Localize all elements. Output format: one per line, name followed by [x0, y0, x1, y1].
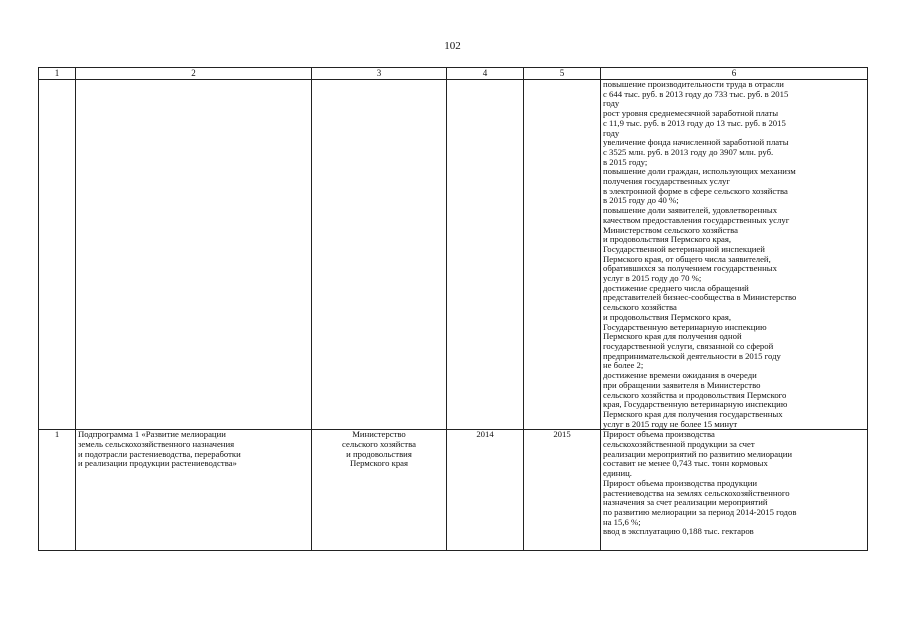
header-cell-5: 5 — [524, 68, 601, 80]
text-line: не более 2; — [603, 360, 644, 371]
row1-col3 — [312, 80, 447, 430]
program-table — [38, 67, 868, 551]
row2-end-year: 2015 — [524, 430, 601, 551]
text-line: Прирост объема производства — [603, 429, 715, 440]
page-number: 102 — [444, 40, 461, 52]
row1-col6-results — [601, 80, 868, 430]
row2-executor — [312, 430, 447, 551]
text-line: земель сельскохозяйственного назначения — [78, 439, 235, 450]
text-line: повышение доли граждан, использующих механизм — [603, 166, 796, 177]
text-line: получения государственных услуг — [603, 176, 730, 187]
text-line: государственной услуги, связанной со сферой — [603, 340, 774, 351]
text-line: и продовольствия — [346, 448, 412, 459]
text-line: и реализации продукции растениеводства» — [78, 458, 237, 469]
text-line: году — [603, 127, 620, 138]
text-line: назначения за счет реализации мероприятий — [603, 497, 768, 508]
text-line: сельскохозяйственной продукции за счет — [603, 439, 755, 450]
text-line: и продовольствия Пермского края, — [603, 311, 732, 322]
row1-col5 — [524, 80, 601, 430]
text-line: составит не менее 0,743 тыс. тонн кормовых — [603, 458, 768, 469]
text-line: с 644 тыс. руб. в 2013 году до 733 тыс. руб. в 2015 — [603, 88, 789, 99]
text-line: края, Государственную ветеринарную инспекцию — [603, 399, 788, 410]
row2-start-year: 2014 — [447, 430, 524, 551]
text-line: повышение доли заявителей, удовлетворенных — [603, 205, 778, 216]
text-line: достижение среднего числа обращений — [603, 282, 749, 293]
text-line: Пермского края для получения государственных — [603, 408, 783, 419]
text-line: повышение производительности труда в отрасли — [603, 79, 784, 89]
row2-results — [601, 430, 868, 551]
text-line: Подпрограмма 1 «Развитие мелиорации — [78, 429, 226, 440]
text-line: и подотрасли растениеводства, переработки — [78, 448, 241, 459]
text-line: единиц. — [603, 468, 632, 479]
header-cell-3: 3 — [312, 68, 447, 80]
table-row — [39, 80, 868, 430]
text-line: сельского хозяйства и продовольствия Пермского — [603, 389, 787, 400]
text-line: увеличение фонда начисленной заработной платы — [603, 137, 789, 148]
row2-subprogram-name — [76, 430, 312, 551]
text-line: Пермского края — [349, 458, 409, 469]
text-line: с 3525 млн. руб. в 2013 году до 3907 млн. руб. — [603, 146, 774, 157]
text-line: и продовольствия Пермского края, — [603, 234, 732, 245]
text-line: Министерство — [352, 429, 406, 440]
text-line: на 15,6 %; — [603, 516, 641, 527]
header-row — [39, 68, 868, 80]
text-line: по развитию мелиорации за период 2014-2015 годов — [603, 506, 797, 517]
text-line: с 11,9 тыс. руб. в 2013 году до 13 тыс. руб. в 2015 — [603, 117, 786, 128]
text-line: качеством предоставления государственных услуг — [603, 214, 790, 225]
row1-col4 — [447, 80, 524, 430]
text-line: Министерством сельского хозяйства — [603, 224, 738, 235]
text-line: обратившихся за получением государственных — [603, 263, 777, 274]
text-line: сельского хозяйства — [342, 439, 416, 450]
text-line: услуг в 2015 году не более 15 минут — [603, 418, 738, 429]
row1-col2 — [76, 80, 312, 430]
text-line: реализации мероприятий по развитию мелиорации — [603, 448, 793, 459]
text-line: рост уровня среднемесячной заработной платы — [603, 108, 779, 119]
text-line: году — [603, 98, 620, 109]
text-line: ввод в эксплуатацию 0,188 тыс. гектаров — [603, 526, 754, 537]
text-line: в 2015 году; — [603, 156, 648, 167]
text-line: растениеводства на землях сельскохозяйственного — [603, 487, 790, 498]
text-line: Государственной ветеринарной инспекцией — [603, 243, 765, 254]
header-cell-4: 4 — [447, 68, 524, 80]
text-line: услуг в 2015 году до 70 %; — [603, 273, 702, 284]
text-line: в 2015 году до 40 %; — [603, 195, 679, 206]
row1-col1 — [39, 80, 76, 430]
text-line: достижение времени ожидания в очереди — [603, 370, 757, 381]
row2-number: 1 — [39, 430, 76, 551]
text-line: сельского хозяйства — [603, 302, 677, 313]
text-line: Государственную ветеринарную инспекцию — [603, 321, 767, 332]
table-row — [39, 430, 868, 551]
header-cell-6: 6 — [601, 68, 868, 80]
text-line: в электронной форме в сфере сельского хозяйства — [603, 185, 788, 196]
header-cell-2: 2 — [76, 68, 312, 80]
text-line: представителей бизнес-сообщества в Министерство — [603, 292, 797, 303]
header-cell-1: 1 — [39, 68, 76, 80]
text-line: предпринимательской деятельности в 2015 году — [603, 350, 781, 361]
text-line: Пермского края, от общего числа заявителей, — [603, 253, 771, 264]
text-line: при обращении заявителя в Министерство — [603, 379, 761, 390]
text-line: Пермского края для получения одной — [603, 331, 742, 342]
text-line: Прирост объема производства продукции — [603, 477, 758, 488]
